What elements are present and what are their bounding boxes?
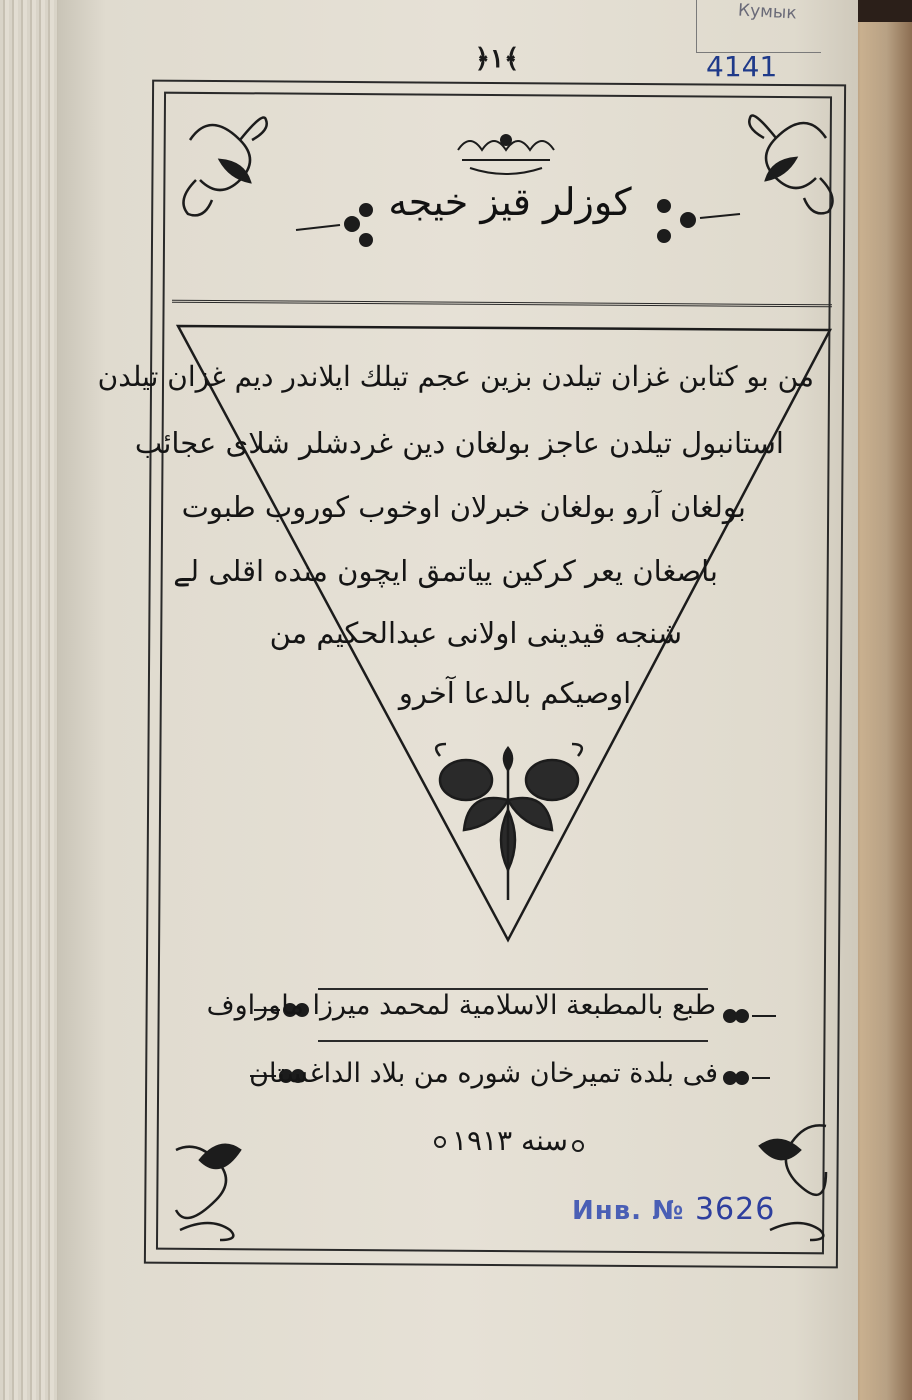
accession-prefix: Инв. №: [572, 1196, 685, 1226]
imprint-printer-line: طبع بالمطبعة الاسلامیة لمحمد میرزا ماوراوف: [206, 990, 716, 1021]
body-line-1: من بو کتابن غزان تیلدن بزین عجم تیلك ایلاندر دیم غزان تیلدن: [97, 360, 814, 393]
book-title: کوزلر قیز خیجه: [388, 180, 632, 224]
body-line-6: اوصیکم بالدعا آخرو: [398, 676, 632, 710]
crown-ornament-icon: [458, 135, 554, 174]
body-line-4: باصغان یعر کرکین ییاتمق ایچون منده اقلی لے: [173, 554, 718, 588]
library-stamp-word: Кумык: [737, 0, 798, 24]
accession-stamp: [572, 1192, 775, 1227]
body-line-5: شنجه قیدینی اولانی عبدالحکیم من: [269, 616, 682, 650]
corner-ornament-top-left-icon: [184, 118, 267, 216]
body-line-3: بولغان آرو بولغان خبرلان اوخوب کوروب طبوت: [181, 490, 746, 524]
imprint-year: سنه ١٩١٣: [452, 1124, 568, 1157]
imprint-rule-bottom: [318, 1040, 708, 1042]
floral-ornament-icon: [436, 744, 582, 900]
accession-number: 3626: [694, 1192, 776, 1227]
body-line-2: استانبول تیلدن عاجز بولغان دین غردشلر شلای عجائب: [134, 426, 784, 460]
corner-ornament-top-right-icon: [749, 116, 832, 214]
page-number: ﴿١﴾: [474, 44, 520, 74]
catalog-number: 4141: [706, 50, 778, 83]
title-flourish-right-icon: [658, 200, 740, 242]
title-flourish-left-icon: [296, 204, 372, 246]
corner-ornament-bottom-left-icon: [176, 1145, 240, 1240]
imprint-place-line: فی بلدة تمیرخان شوره من بلاد الداغستان: [249, 1058, 718, 1089]
